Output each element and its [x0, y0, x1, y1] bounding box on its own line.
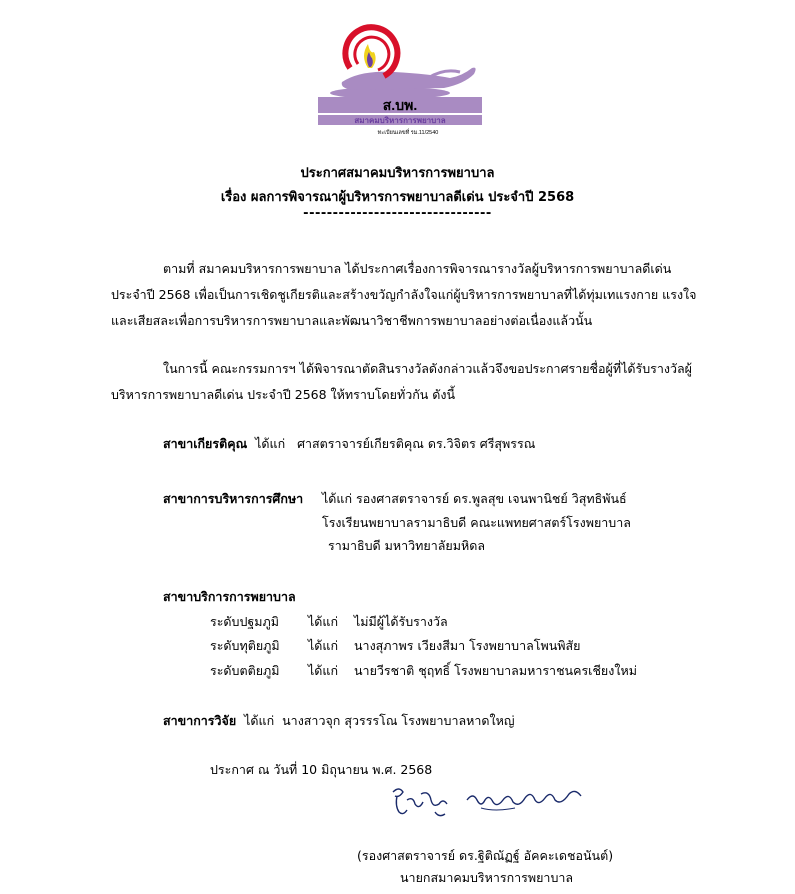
announcement-subject: เรื่อง ผลการพิจารณาผู้บริหารการพยาบาลดีเด่น ประจำปี 2568: [220, 190, 575, 205]
logo-name: สมาคมบริหารการพยาบาล: [354, 116, 446, 125]
header-divider: --------------------------------: [303, 206, 492, 221]
logo-reg: ทะเบียนเลขที่ รม.11/2540: [377, 130, 439, 136]
honorary-label: สาขาเกียรติคุณ: [163, 436, 248, 451]
signer-position: นายกสมาคมบริหารการพยาบาล: [400, 870, 574, 885]
service-level-tertiary: ระดับตติยภูมิ: [210, 663, 280, 678]
education-winner-line2: โรงเรียนพยาบาลรามาธิบดี คณะแพทยศาสตร์โรงพยาบาล: [322, 515, 631, 530]
research-label: สาขาการวิจัย: [163, 713, 237, 728]
education-winner-line3: รามาธิบดี มหาวิทยาลัยมหิดล: [328, 538, 485, 553]
logo-abbr: ส.บพ.: [382, 97, 418, 113]
research-winner: นางสาวจุก สุวรรรโณ โรงพยาบาลหาดใหญ่: [282, 713, 515, 728]
announcement-title: ประกาศสมาคมบริหารการพยาบาล: [300, 166, 495, 181]
service-winner-secondary: นางสุภาพร เวียงสีมา โรงพยาบาลโพนพิสัย: [354, 638, 581, 653]
decision-paragraph: ในการนี้ คณะกรรมการฯ ได้พิจารณาตัดสินรางวัลดังกล่าวแล้วจึงขอประกาศรายชื่อผู้ที่ได้รับรางวัลผู้บริหารการพยาบาลดีเด่น ประจำปี 2568 ให้ทราบโดยทั่วกัน ดังนี้: [111, 361, 693, 402]
service-winner-tertiary: นายวีรชาติ ชุฤทธิ์ โรงพยาบาลมหาราชนครเชียงใหม่: [354, 663, 637, 678]
service-got-secondary: ได้แก่: [308, 638, 339, 653]
honorary-award: [163, 434, 535, 454]
honorary-winner: ศาสตราจารย์เกียรติคุณ ดร.วิจิตร ศรีสุพรรณ: [297, 436, 536, 451]
honorary-got: ได้แก่: [255, 436, 286, 451]
intro-paragraph: ตามที่ สมาคมบริหารการพยาบาล ได้ประกาศเรื่องการพิจารณารางวัลผู้บริหารการพยาบาลดีเด่น ประจำปี 2568 เพื่อเป็นการเชิดชูเกียรติและสร้างขวัญกำลังใจแก่ผู้บริหารการพยาบาลที่ได้ทุ่มเทแรงกาย แรงใจ และเสียสละเพื่อการบริหารการพยาบาลและพัฒนาวิชาชีพการพยาบาลอย่างต่อเนื่องแล้วนั้น: [111, 261, 697, 328]
education-winner-line1: ได้แก่ รองศาสตราจารย์ ดร.พูลสุข เจนพานิชย์ วิสุทธิพันธ์: [322, 491, 627, 506]
education-label: สาขาการบริหารการศึกษา: [163, 491, 304, 506]
service-level-primary: ระดับปฐมภูมิ: [210, 614, 280, 629]
announcement-date: ประกาศ ณ วันที่ 10 มิถุนายน พ.ศ. 2568: [210, 762, 433, 777]
service-got-tertiary: ได้แก่: [308, 663, 339, 678]
association-logo: [312, 18, 488, 140]
handwritten-signature: [385, 782, 595, 824]
service-got-primary: ได้แก่: [308, 614, 339, 629]
research-got: ได้แก่: [244, 713, 275, 728]
service-label: สาขาบริการการพยาบาล: [163, 589, 296, 604]
signer-name: (รองศาสตราจารย์ ดร.ฐิติณัฏฐ์ อัคคะเดชอนันต์): [357, 848, 614, 863]
service-level-secondary: ระดับทุติยภูมิ: [210, 638, 280, 653]
research-award: [163, 711, 515, 731]
service-winner-primary: ไม่มีผู้ได้รับรางวัล: [354, 614, 448, 629]
